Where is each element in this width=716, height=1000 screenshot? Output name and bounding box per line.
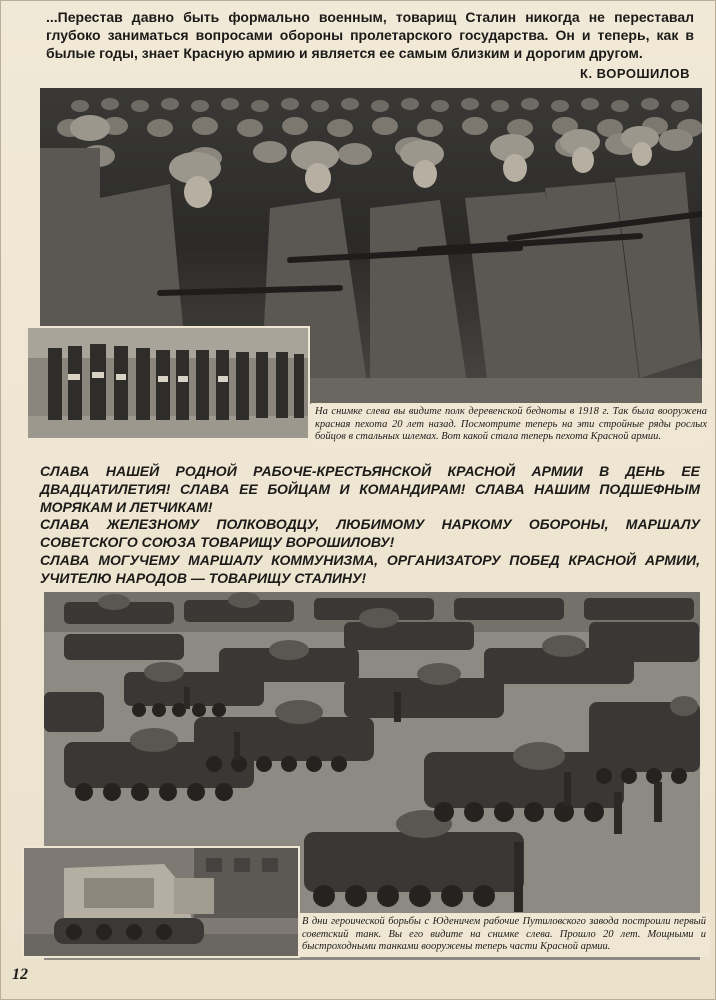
peasant-regiment-1918-photo: [26, 326, 310, 440]
first-soviet-tank-photo: [22, 846, 300, 958]
slogan-red-army: СЛАВА НАШЕЙ РОДНОЙ РАБОЧЕ-КРЕСТЬЯНСКОЙ КРАСНОЙ АРМИИ В ДЕНЬ ЕЕ ДВАДЦАТИЛЕТИЯ! СЛАВА ЕЕ БОЙЦАМ И КОМАНДИРАМ! СЛАВА НАШИМ ПОДШЕФНЫМ МОРЯКАМ И ЛЕТЧИКАМ!: [40, 463, 700, 515]
page-number: 12: [12, 966, 28, 983]
slogan-stalin: СЛАВА МОГУЧЕМУ МАРШАЛУ КОММУНИЗМА, ОРГАНИЗАТОРУ ПОБЕД КРАСНОЙ АРМИИ, УЧИТЕЛЮ НАРОДОВ — ТОВАРИЩУ СТАЛИНУ!: [40, 552, 700, 586]
bottom-photo-caption: В дни героической борьбы с Юденичем рабочие Путиловского завода построили первый советский танк. Вы его видите на снимке слева. Прошло 20 лет. Мощными и быстроходными танками вооружены теперь части Красной армии.: [298, 913, 710, 957]
quote-author: К. ВОРОШИЛОВ: [580, 66, 690, 81]
top-photo-caption: На снимке слева вы видите полк деревенской бедноты в 1918 г. Так была вооружена красная пехота 20 лет назад. Посмотрите теперь на эти стройные ряды рослых бойцов в стальных шлемах. Вот какой стала теперь пехота Красной армии.: [311, 403, 711, 447]
stalin-quote: ...Перестав давно быть формально военным, товарищ Сталин никогда не переставал глубоко заниматься вопросами обороны пролетарского государства. Он и теперь, как в былые годы, знает Красную армию и является ее самым близким и дорогим другом.: [46, 9, 694, 61]
slogan-voroshilov: СЛАВА ЖЕЛЕЗНОМУ ПОЛКОВОДЦУ, ЛЮБИМОМУ НАРКОМУ ОБОРОНЫ, МАРШАЛУ СОВЕТСКОГО СОЮЗА ТОВАРИЩУ ВОРОШИЛОВУ!: [40, 516, 700, 550]
